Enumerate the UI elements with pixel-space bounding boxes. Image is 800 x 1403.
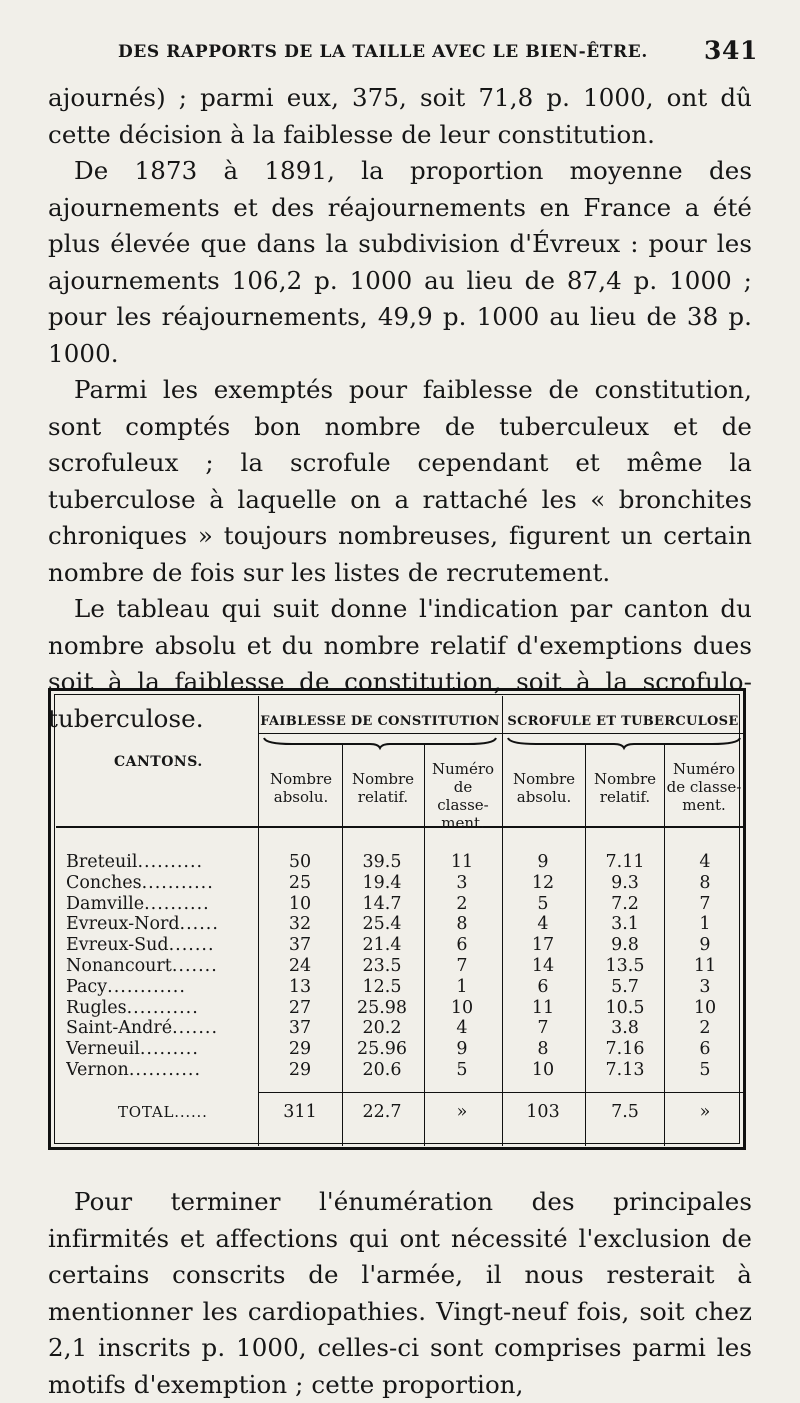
cell-scrofule-relatif: 5.7 [611, 976, 639, 997]
cell-faiblesse-absolu: 10 [288, 893, 312, 914]
cell-faiblesse-absolu: 29 [288, 1060, 312, 1080]
cell-scrofule-relatif: 7.2 [611, 893, 639, 914]
cell-scrofule-classement: 11 [693, 956, 717, 976]
paragraph: Parmi les exemptés pour faiblesse de constitution, sont comptés bon nombre de tuberculeux et de scrofuleux ; la scrofule cependant et même la tuberculose à laquelle on a rattaché les « bronchites chroniques » toujours nombreuses, figurent un certain nombre de fois sur les listes de recrutement. [48, 375, 752, 587]
total-faiblesse-relatif: 22.7 [362, 1102, 402, 1122]
canton-name [66, 1060, 254, 1080]
paragraph: Pour terminer l'énumération des principales infirmités et affections qui ont nécessité l'exclusion de certains conscrits de l'armée, il nous resterait à mentionner les cardiopathies. Vingt-neuf fois, soit chez 2,1 inscrits p. 1000, celles-ci sont comprises parmi les motifs d'exemption ; cette proportion, [48, 1187, 752, 1399]
leader-dots: ...... [179, 914, 219, 935]
col-header-classement: Numéro de classe-ment. [431, 760, 495, 832]
col-header-relatif: Nombre relatif. [593, 770, 657, 806]
running-head-title: DES RAPPORTS DE LA TAILLE AVEC LE BIEN-ÊTRE. [118, 42, 648, 62]
canton-label: Evreux-Sud [66, 935, 169, 956]
cell-scrofule-absolu: 4 [537, 914, 549, 935]
canton-name [66, 935, 254, 955]
cell-scrofule-classement: 9 [699, 935, 711, 956]
cell-faiblesse-relatif: 39.5 [362, 852, 402, 872]
group-header-rule [258, 733, 744, 734]
cell-scrofule-classement: 6 [699, 1039, 711, 1060]
canton-label: Verneuil [66, 1039, 140, 1060]
paragraph: De 1873 à 1891, la proportion moyenne des ajournements et des réajournements en France a été plus élevée que dans la subdivision d'Évreux : pour les ajournements 106,2 p. 1000 au lieu de 87,4 p. 1000 ; pour les réajournements, 49,9 p. 1000 au lieu de 38 p. 1000. [48, 156, 752, 368]
cell-scrofule-relatif: 7.16 [605, 1039, 645, 1060]
total-faiblesse-classement: » [456, 1102, 468, 1122]
table-row [0, 873, 800, 893]
body-text-bottom [48, 1184, 752, 1403]
brace-icon [506, 736, 742, 750]
canton-name [66, 1018, 254, 1038]
table-row [0, 935, 800, 955]
group-header-scrofule: SCROFULE ET TUBERCULOSE [507, 714, 739, 729]
canton-name [66, 852, 254, 872]
table-row [0, 1039, 800, 1059]
canton-name [66, 914, 254, 934]
cell-scrofule-absolu: 8 [537, 1039, 549, 1060]
cell-faiblesse-classement: 5 [456, 1060, 468, 1080]
cell-scrofule-absolu: 7 [537, 1018, 549, 1039]
cell-faiblesse-classement: 3 [456, 872, 468, 893]
paragraph: ajournés) ; parmi eux, 375, soit 71,8 p. 1000, ont dû cette décision à la faiblesse de leur constitution. [48, 83, 752, 149]
leader-dots: .......... [137, 852, 204, 872]
table-row [0, 956, 800, 976]
canton-name [66, 1039, 254, 1059]
total-faiblesse-absolu: 311 [283, 1102, 317, 1122]
cell-scrofule-absolu: 12 [531, 872, 555, 893]
cell-faiblesse-classement: 4 [456, 1018, 468, 1039]
cell-scrofule-relatif: 10.5 [605, 997, 645, 1018]
cell-faiblesse-classement: 9 [456, 1039, 468, 1060]
table-row [0, 998, 800, 1018]
cell-scrofule-relatif: 7.11 [605, 852, 645, 872]
leader-dots: ....... [171, 956, 218, 976]
cell-faiblesse-classement: 11 [450, 852, 474, 872]
cell-scrofule-relatif: 13.5 [605, 956, 645, 976]
cell-faiblesse-absolu: 24 [288, 956, 312, 976]
cell-scrofule-relatif: 9.3 [611, 872, 639, 893]
leader-dots: ........... [128, 1060, 202, 1080]
cell-scrofule-absolu: 5 [537, 893, 549, 914]
header-rule [56, 826, 744, 828]
leader-dots: ....... [168, 935, 215, 956]
cell-faiblesse-relatif: 25.96 [356, 1039, 408, 1060]
cell-faiblesse-relatif: 19.4 [362, 872, 402, 893]
total-scrofule-absolu: 103 [526, 1102, 560, 1122]
total-scrofule-classement: » [699, 1102, 711, 1122]
cell-scrofule-classement: 5 [699, 1060, 711, 1080]
cell-faiblesse-relatif: 20.6 [362, 1060, 402, 1080]
cantons-header: CANTONS. [114, 754, 203, 770]
table-row [0, 1018, 800, 1038]
cell-faiblesse-relatif: 21.4 [362, 935, 402, 956]
cell-faiblesse-relatif: 14.7 [362, 893, 402, 914]
cell-scrofule-classement: 4 [699, 852, 711, 872]
cell-scrofule-absolu: 14 [531, 956, 555, 976]
cell-scrofule-classement: 7 [699, 893, 711, 914]
cell-faiblesse-classement: 8 [456, 914, 468, 935]
canton-label: Breteuil [66, 852, 138, 872]
cell-faiblesse-classement: 7 [456, 956, 468, 976]
canton-label: Nonancourt [66, 956, 172, 976]
col-header-absolu: Nombre absolu. [269, 770, 333, 806]
cell-faiblesse-relatif: 25.98 [356, 997, 408, 1018]
cell-faiblesse-absolu: 37 [288, 935, 312, 956]
total-rule [258, 1092, 744, 1093]
canton-label: Evreux-Nord [66, 914, 180, 935]
canton-label: Pacy [66, 976, 108, 997]
col-header-classement: Numéro de classe-ment. [666, 760, 742, 814]
cell-scrofule-classement: 8 [699, 872, 711, 893]
cell-scrofule-classement: 1 [699, 914, 711, 935]
leader-dots: ........... [126, 997, 199, 1018]
group-header-faiblesse: FAIBLESSE DE CONSTITUTION [260, 714, 500, 729]
table-row [0, 1060, 800, 1080]
page-number: 341 [704, 36, 758, 65]
cell-faiblesse-relatif: 25.4 [362, 914, 402, 935]
cell-faiblesse-absolu: 27 [288, 997, 312, 1018]
canton-label: Rugles [66, 997, 127, 1018]
cell-faiblesse-absolu: 50 [288, 852, 312, 872]
cell-scrofule-absolu: 17 [531, 935, 555, 956]
cell-faiblesse-relatif: 20.2 [362, 1018, 402, 1039]
leader-dots: ........... [141, 872, 214, 893]
leader-dots: ....... [172, 1018, 219, 1039]
cell-scrofule-classement: 2 [699, 1018, 711, 1039]
canton-name [66, 894, 254, 914]
cell-scrofule-relatif: 9.8 [611, 935, 639, 956]
leader-dots: ......... [139, 1039, 199, 1060]
canton-name [66, 977, 254, 997]
cell-faiblesse-classement: 2 [456, 893, 468, 914]
total-label: TOTAL...... [118, 1103, 208, 1121]
canton-label: Saint-André [66, 1018, 173, 1039]
table-row [0, 852, 800, 872]
canton-name [66, 873, 254, 893]
cell-scrofule-classement: 10 [693, 997, 717, 1018]
canton-name [66, 998, 254, 1018]
cell-scrofule-relatif: 3.1 [611, 914, 639, 935]
cell-faiblesse-absolu: 29 [288, 1039, 312, 1060]
running-head [118, 36, 758, 72]
table-row [0, 914, 800, 934]
canton-label: Conches [66, 872, 142, 893]
cell-scrofule-absolu: 6 [537, 976, 549, 997]
cell-scrofule-relatif: 7.13 [605, 1060, 645, 1080]
cell-faiblesse-classement: 1 [456, 976, 468, 997]
cell-faiblesse-relatif: 23.5 [362, 956, 402, 976]
col-header-relatif: Nombre relatif. [351, 770, 415, 806]
cell-scrofule-relatif: 3.8 [611, 1018, 639, 1039]
cell-faiblesse-classement: 10 [450, 997, 474, 1018]
canton-name [66, 956, 254, 976]
cell-faiblesse-classement: 6 [456, 935, 468, 956]
cell-faiblesse-absolu: 13 [288, 976, 312, 997]
cell-faiblesse-absolu: 32 [288, 914, 312, 935]
total-row [0, 1100, 800, 1124]
canton-label: Damville [66, 893, 145, 914]
table-row [0, 977, 800, 997]
leader-dots: .......... [144, 893, 210, 914]
cell-scrofule-absolu: 9 [537, 852, 549, 872]
cell-scrofule-absolu: 10 [531, 1060, 555, 1080]
cell-faiblesse-relatif: 12.5 [362, 976, 402, 997]
cell-faiblesse-absolu: 37 [288, 1018, 312, 1039]
table-row [0, 894, 800, 914]
leader-dots: ............ [107, 976, 186, 997]
cell-faiblesse-absolu: 25 [288, 872, 312, 893]
cell-scrofule-absolu: 11 [531, 997, 555, 1018]
col-header-absolu: Nombre absolu. [512, 770, 576, 806]
body-text-top [48, 80, 752, 737]
paragraph: Le tableau qui suit donne l'indication par canton du nombre absolu et du nombre relatif d'exemptions dues soit à la faiblesse de constitution, soit à la scrofulo-tuberculose. [48, 594, 752, 733]
total-scrofule-relatif: 7.5 [611, 1102, 639, 1122]
canton-label: Vernon [66, 1060, 129, 1080]
brace-icon [262, 736, 498, 750]
cell-scrofule-classement: 3 [699, 976, 711, 997]
